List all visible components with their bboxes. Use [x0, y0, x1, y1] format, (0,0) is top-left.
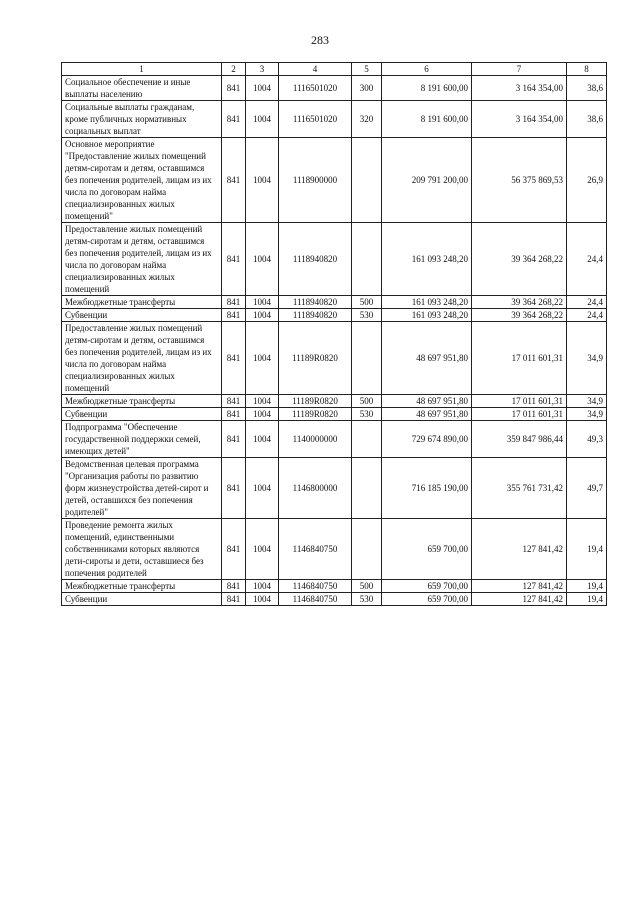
expense-type-code: 320	[352, 101, 382, 138]
item-name: Межбюджетные трансферты	[62, 296, 222, 309]
planned-amount: 209 791 200,00	[382, 138, 472, 223]
table-row	[62, 223, 607, 296]
target-article-code: 1146840750	[279, 593, 352, 606]
executed-amount: 127 841,42	[472, 593, 567, 606]
target-article-code: 1116501020	[279, 76, 352, 101]
section-code: 1004	[246, 580, 279, 593]
section-code: 1004	[246, 408, 279, 421]
column-header: 7	[472, 63, 567, 76]
ministry-code: 841	[222, 322, 246, 395]
table-row	[62, 322, 607, 395]
item-name: Социальное обеспечение и иные выплаты населению	[62, 76, 222, 101]
target-article-code: 1118940820	[279, 296, 352, 309]
planned-amount: 8 191 600,00	[382, 76, 472, 101]
executed-amount: 39 364 268,22	[472, 309, 567, 322]
target-article-code: 1118940820	[279, 223, 352, 296]
table-row	[62, 593, 607, 606]
planned-amount: 161 093 248,20	[382, 296, 472, 309]
target-article-code: 1118900000	[279, 138, 352, 223]
execution-percent: 24,4	[567, 309, 607, 322]
executed-amount: 127 841,42	[472, 580, 567, 593]
target-article-code: 11189R0820	[279, 395, 352, 408]
ministry-code: 841	[222, 421, 246, 458]
page-number: 283	[311, 33, 329, 47]
planned-amount: 161 093 248,20	[382, 309, 472, 322]
executed-amount: 359 847 986,44	[472, 421, 567, 458]
ministry-code: 841	[222, 408, 246, 421]
column-header: 8	[567, 63, 607, 76]
execution-percent: 26,9	[567, 138, 607, 223]
item-name: Социальные выплаты гражданам, кроме публичных нормативных социальных выплат	[62, 101, 222, 138]
ministry-code: 841	[222, 309, 246, 322]
executed-amount: 127 841,42	[472, 519, 567, 580]
ministry-code: 841	[222, 76, 246, 101]
target-article-code: 1146840750	[279, 580, 352, 593]
planned-amount: 48 697 951,80	[382, 395, 472, 408]
planned-amount: 48 697 951,80	[382, 322, 472, 395]
table-row	[62, 519, 607, 580]
target-article-code: 1146840750	[279, 519, 352, 580]
item-name: Предоставление жилых помещений детям-сиротам и детям, оставшимся без попечения родителей, лицам из их числа по договорам найма специализированных жилых помещений	[62, 322, 222, 395]
table-row	[62, 138, 607, 223]
planned-amount: 659 700,00	[382, 580, 472, 593]
executed-amount: 39 364 268,22	[472, 296, 567, 309]
item-name: Субвенции	[62, 408, 222, 421]
executed-amount: 17 011 601,31	[472, 408, 567, 421]
target-article-code: 11189R0820	[279, 322, 352, 395]
section-code: 1004	[246, 296, 279, 309]
column-number-row	[62, 63, 607, 76]
execution-percent: 34,9	[567, 408, 607, 421]
table-row	[62, 76, 607, 101]
table-row	[62, 395, 607, 408]
section-code: 1004	[246, 593, 279, 606]
expense-type-code: 300	[352, 76, 382, 101]
table-row	[62, 101, 607, 138]
column-header: 1	[62, 63, 222, 76]
execution-percent: 19,4	[567, 519, 607, 580]
ministry-code: 841	[222, 223, 246, 296]
expense-type-code: 500	[352, 395, 382, 408]
execution-percent: 49,7	[567, 458, 607, 519]
ministry-code: 841	[222, 101, 246, 138]
section-code: 1004	[246, 309, 279, 322]
planned-amount: 8 191 600,00	[382, 101, 472, 138]
section-code: 1004	[246, 395, 279, 408]
planned-amount: 729 674 890,00	[382, 421, 472, 458]
expense-type-code: 530	[352, 408, 382, 421]
item-name: Основное мероприятие "Предоставление жилых помещений детям-сиротам и детям, оставшимся без попечения родителей, лицам из их числа по договорам найма специализированных жилых помещений"	[62, 138, 222, 223]
executed-amount: 3 164 354,00	[472, 76, 567, 101]
item-name: Субвенции	[62, 593, 222, 606]
target-article-code: 1140000000	[279, 421, 352, 458]
column-header: 6	[382, 63, 472, 76]
executed-amount: 17 011 601,31	[472, 395, 567, 408]
ministry-code: 841	[222, 395, 246, 408]
section-code: 1004	[246, 519, 279, 580]
execution-percent: 49,3	[567, 421, 607, 458]
ministry-code: 841	[222, 458, 246, 519]
ministry-code: 841	[222, 138, 246, 223]
target-article-code: 11189R0820	[279, 408, 352, 421]
item-name: Подпрограмма "Обеспечение государственной поддержки семей, имеющих детей"	[62, 421, 222, 458]
target-article-code: 1118940820	[279, 309, 352, 322]
budget-table	[61, 62, 607, 606]
ministry-code: 841	[222, 519, 246, 580]
executed-amount: 39 364 268,22	[472, 223, 567, 296]
execution-percent: 24,4	[567, 296, 607, 309]
table-row	[62, 408, 607, 421]
expense-type-code	[352, 421, 382, 458]
execution-percent: 38,6	[567, 101, 607, 138]
expense-type-code	[352, 138, 382, 223]
expense-type-code	[352, 458, 382, 519]
item-name: Предоставление жилых помещений детям-сиротам и детям, оставшимся без попечения родителей, лицам из их числа по договорам найма специализированных жилых помещений	[62, 223, 222, 296]
expense-type-code	[352, 322, 382, 395]
expense-type-code: 500	[352, 296, 382, 309]
ministry-code: 841	[222, 580, 246, 593]
execution-percent: 38,6	[567, 76, 607, 101]
section-code: 1004	[246, 138, 279, 223]
planned-amount: 161 093 248,20	[382, 223, 472, 296]
section-code: 1004	[246, 458, 279, 519]
column-header: 4	[279, 63, 352, 76]
planned-amount: 659 700,00	[382, 593, 472, 606]
planned-amount: 48 697 951,80	[382, 408, 472, 421]
column-header: 2	[222, 63, 246, 76]
item-name: Ведомственная целевая программа "Организация работы по развитию форм жизнеустройства детей-сирот и детей, оставшихся без попечения родителей"	[62, 458, 222, 519]
section-code: 1004	[246, 101, 279, 138]
table-row	[62, 296, 607, 309]
item-name: Проведение ремонта жилых помещений, единственными собственниками которых являются дети-сироты и дети, оставшиеся без попечения родителей	[62, 519, 222, 580]
executed-amount: 355 761 731,42	[472, 458, 567, 519]
executed-amount: 17 011 601,31	[472, 322, 567, 395]
executed-amount: 3 164 354,00	[472, 101, 567, 138]
ministry-code: 841	[222, 593, 246, 606]
executed-amount: 56 375 869,53	[472, 138, 567, 223]
table-row	[62, 309, 607, 322]
column-header: 3	[246, 63, 279, 76]
ministry-code: 841	[222, 296, 246, 309]
section-code: 1004	[246, 322, 279, 395]
section-code: 1004	[246, 223, 279, 296]
expense-type-code	[352, 223, 382, 296]
section-code: 1004	[246, 421, 279, 458]
expense-type-code: 500	[352, 580, 382, 593]
execution-percent: 34,9	[567, 395, 607, 408]
table-row	[62, 421, 607, 458]
column-header: 5	[352, 63, 382, 76]
table-row	[62, 580, 607, 593]
item-name: Межбюджетные трансферты	[62, 580, 222, 593]
target-article-code: 1146800000	[279, 458, 352, 519]
execution-percent: 19,4	[567, 580, 607, 593]
target-article-code: 1116501020	[279, 101, 352, 138]
planned-amount: 716 185 190,00	[382, 458, 472, 519]
execution-percent: 19,4	[567, 593, 607, 606]
item-name: Субвенции	[62, 309, 222, 322]
item-name: Межбюджетные трансферты	[62, 395, 222, 408]
expense-type-code: 530	[352, 593, 382, 606]
table-row	[62, 458, 607, 519]
execution-percent: 24,4	[567, 223, 607, 296]
expense-type-code: 530	[352, 309, 382, 322]
section-code: 1004	[246, 76, 279, 101]
expense-type-code	[352, 519, 382, 580]
execution-percent: 34,9	[567, 322, 607, 395]
planned-amount: 659 700,00	[382, 519, 472, 580]
